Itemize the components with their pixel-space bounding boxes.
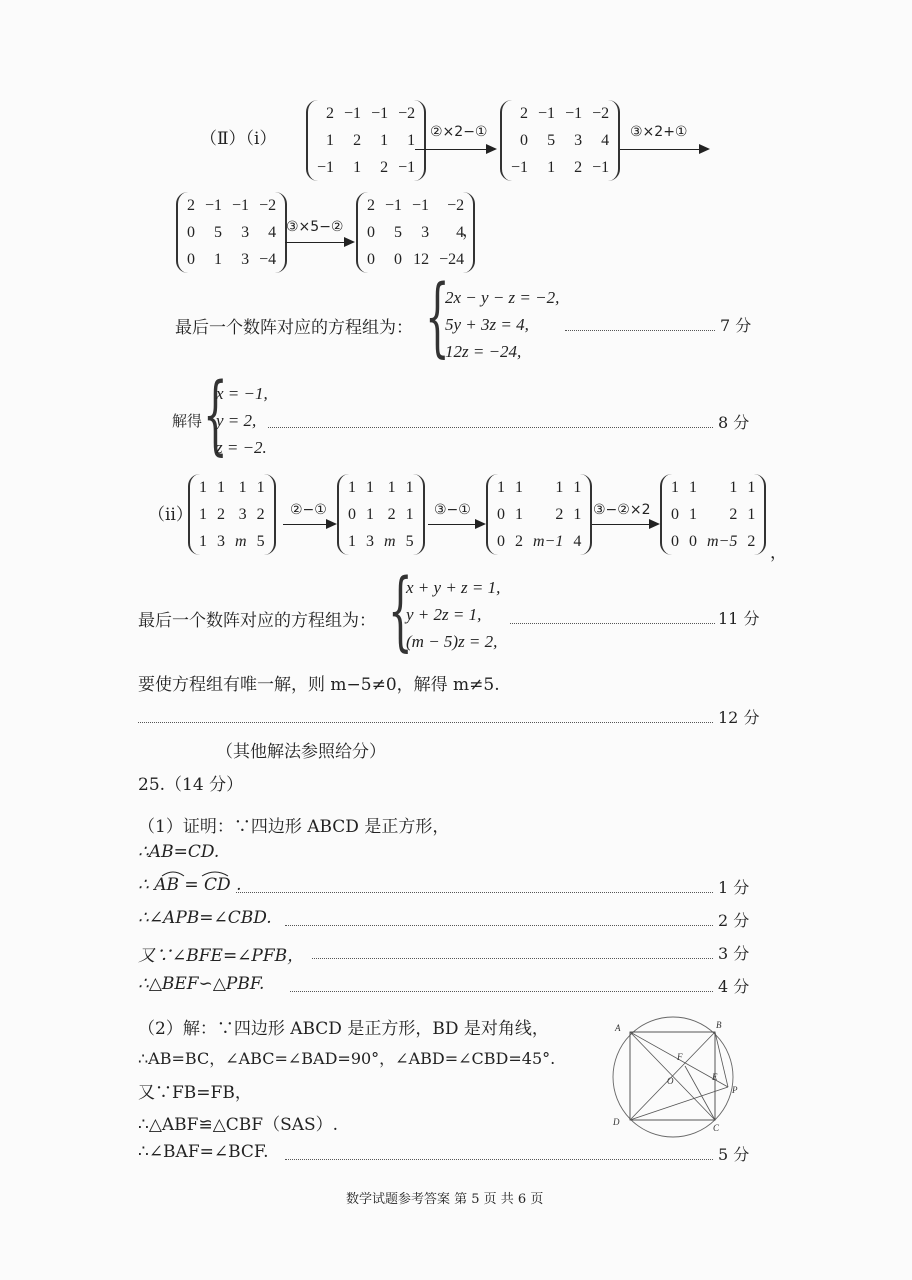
dot-leader bbox=[285, 925, 713, 926]
proof-line-arcs: ∴ AB = CD . bbox=[138, 875, 242, 895]
score: 11 分 bbox=[718, 609, 760, 628]
matrix-cell: 1 bbox=[348, 478, 356, 496]
matrix-cell: 1 bbox=[671, 478, 679, 496]
arrow bbox=[428, 524, 484, 525]
matrix-cell: 5 bbox=[394, 223, 403, 241]
matrix-cell: 1 bbox=[515, 505, 523, 523]
matrix-cell: 0 bbox=[520, 131, 529, 149]
matrix-cell: −1 bbox=[398, 158, 416, 176]
matrix-cell: −4 bbox=[259, 250, 277, 268]
matrix-cell: 1 bbox=[199, 478, 207, 496]
dot-leader bbox=[285, 1159, 713, 1160]
solution-line: 又∵FB=FB， bbox=[138, 1083, 252, 1103]
matrix-cell: 1 bbox=[573, 505, 582, 523]
matrix-cell: 1 bbox=[256, 478, 265, 496]
matrix-cell: 4 bbox=[456, 223, 465, 241]
matrix-ii-2 bbox=[337, 474, 425, 555]
matrix-cell: 3 bbox=[366, 532, 374, 550]
arrow bbox=[415, 149, 495, 150]
matrix-cell: 1 bbox=[353, 158, 362, 176]
score: 8 分 bbox=[718, 413, 750, 432]
arc-marks bbox=[160, 868, 235, 878]
dot-leader bbox=[290, 991, 713, 992]
matrix-cell: −2 bbox=[259, 196, 277, 214]
matrix-cell: −1 bbox=[371, 104, 389, 122]
equation-system-1 bbox=[445, 284, 559, 365]
brace: { bbox=[425, 267, 450, 367]
matrix-cell: 1 bbox=[747, 505, 756, 523]
proof-line: ∴∠APB=∠CBD. bbox=[138, 908, 272, 928]
page-footer: 数学试题参考答案 第 5 页 共 6 页 bbox=[346, 1192, 544, 1207]
matrix-cell: −1 bbox=[344, 104, 362, 122]
matrix-cell: 2 bbox=[256, 505, 265, 523]
proof-line: （1）证明：∵四边形 ABCD 是正方形， bbox=[138, 817, 450, 837]
solution-line: ∴△ABF≌△CBF（SAS）. bbox=[138, 1115, 339, 1135]
label-A: A bbox=[615, 1023, 621, 1033]
matrix-cell: 1 bbox=[747, 478, 756, 496]
equation: 12z = −24, bbox=[445, 342, 522, 361]
matrix-i-4 bbox=[356, 192, 475, 273]
matrix-cell: 1 bbox=[689, 505, 697, 523]
score: 2 分 bbox=[718, 911, 750, 930]
matrix-cell: 3 bbox=[241, 223, 250, 241]
matrix-ii-1 bbox=[188, 474, 276, 555]
arrow bbox=[592, 524, 658, 525]
matrix-cell: 12 bbox=[413, 250, 430, 268]
matrix-i-3 bbox=[176, 192, 287, 273]
question-25-heading: 25.（14 分） bbox=[138, 775, 244, 795]
matrix-cell: 2 bbox=[187, 196, 195, 214]
score: 3 分 bbox=[718, 944, 750, 963]
other-methods-note: （其他解法参照给分） bbox=[216, 742, 386, 762]
matrix-cell: 0 bbox=[671, 505, 679, 523]
matrix-cell: 1 bbox=[547, 158, 556, 176]
matrix-cell: 1 bbox=[366, 478, 374, 496]
score: 4 分 bbox=[718, 977, 750, 996]
matrix-cell: 2 bbox=[367, 196, 375, 214]
arrow-label: ③−① bbox=[434, 502, 471, 518]
matrix-cell: 1 bbox=[405, 478, 414, 496]
brace: { bbox=[203, 365, 228, 465]
matrix-cell: 2 bbox=[217, 505, 225, 523]
matrix-cell: −2 bbox=[592, 104, 610, 122]
dot-leader bbox=[565, 330, 715, 331]
matrix-cell: 5 bbox=[214, 223, 223, 241]
score: 5 分 bbox=[718, 1145, 750, 1164]
matrix-cell: 2 bbox=[515, 532, 523, 550]
comma: ， bbox=[462, 221, 479, 241]
matrix-cell: 4 bbox=[573, 532, 582, 550]
matrix-i-1 bbox=[306, 100, 426, 181]
dot-leader bbox=[236, 892, 713, 893]
matrix-cell: 2 bbox=[729, 505, 738, 523]
unique-line: 要使方程组有唯一解，则 m−5≠0，解得 m≠5. bbox=[138, 675, 500, 695]
matrix-cell: m bbox=[384, 532, 396, 550]
matrix-cell: 4 bbox=[601, 131, 610, 149]
matrix-cell: 2 bbox=[574, 158, 583, 176]
matrix-cell: 3 bbox=[241, 250, 250, 268]
matrix-cell: 2 bbox=[555, 505, 564, 523]
matrix-cell: 5 bbox=[405, 532, 414, 550]
equation: y = 2, bbox=[216, 411, 257, 430]
solution-line: （2）解：∵四边形 ABCD 是正方形，BD 是对角线， bbox=[138, 1019, 549, 1039]
matrix-cell: −1 bbox=[385, 196, 403, 214]
matrix-cell: m−5 bbox=[707, 532, 738, 550]
arrow bbox=[285, 242, 353, 243]
matrix-cell: 0 bbox=[394, 250, 403, 268]
matrix-cell: 0 bbox=[497, 532, 505, 550]
matrix-cell: m−1 bbox=[533, 532, 564, 550]
matrix-cell: 1 bbox=[689, 478, 697, 496]
matrix-cell: 4 bbox=[268, 223, 277, 241]
matrix-cell: 1 bbox=[497, 478, 505, 496]
matrix-cell: 0 bbox=[367, 250, 375, 268]
matrix-cell: 0 bbox=[367, 223, 375, 241]
matrix-cell: 1 bbox=[387, 478, 396, 496]
matrix-cell: 3 bbox=[574, 131, 583, 149]
matrix-cell: −2 bbox=[447, 196, 465, 214]
matrix-cell: −1 bbox=[538, 104, 556, 122]
matrix-cell: 1 bbox=[199, 505, 207, 523]
matrix-cell: 1 bbox=[407, 131, 416, 149]
score: 7 分 bbox=[720, 316, 752, 335]
matrix-cell: 1 bbox=[380, 131, 389, 149]
sys1-label: 最后一个数阵对应的方程组为： bbox=[175, 318, 413, 338]
matrix-cell: 1 bbox=[214, 250, 223, 268]
label-C: C bbox=[713, 1123, 720, 1133]
score: 1 分 bbox=[718, 878, 750, 897]
part-label: （Ⅱ）（ⅰ） bbox=[200, 129, 277, 149]
matrix-cell: −24 bbox=[439, 250, 465, 268]
solution-line: ∴∠BAF=∠BCF. bbox=[138, 1142, 269, 1162]
matrix-cell: 1 bbox=[405, 505, 414, 523]
matrix-cell: 1 bbox=[238, 478, 247, 496]
matrix-cell: 3 bbox=[238, 505, 247, 523]
arrow-label: ②×2−① bbox=[430, 124, 488, 140]
equation: y + 2z = 1, bbox=[406, 605, 482, 624]
proof-line: 又∵∠BFE=∠PFB， bbox=[138, 946, 305, 966]
score: 12 分 bbox=[718, 708, 760, 727]
matrix-cell: −1 bbox=[592, 158, 610, 176]
label-B: B bbox=[716, 1020, 722, 1030]
matrix-cell: −1 bbox=[232, 196, 250, 214]
matrix-cell: 5 bbox=[547, 131, 556, 149]
equation: x = −1, bbox=[216, 384, 268, 403]
matrix-cell: 1 bbox=[217, 478, 225, 496]
sys2-label: 最后一个数阵对应的方程组为： bbox=[138, 611, 376, 631]
matrix-cell: 1 bbox=[348, 532, 356, 550]
matrix-cell: −1 bbox=[317, 158, 335, 176]
matrix-cell: 3 bbox=[421, 223, 430, 241]
dot-leader bbox=[138, 722, 713, 723]
matrix-cell: −2 bbox=[398, 104, 416, 122]
matrix-cell: 1 bbox=[555, 478, 564, 496]
arrow bbox=[620, 149, 708, 150]
matrix-ii-3 bbox=[486, 474, 592, 555]
matrix-cell: 0 bbox=[689, 532, 697, 550]
label-F: F bbox=[677, 1052, 683, 1062]
matrix-i-2 bbox=[500, 100, 620, 181]
comma: ， bbox=[770, 543, 787, 563]
solution-system bbox=[216, 380, 268, 461]
matrix-ii-4 bbox=[660, 474, 766, 555]
arrow-label: ③×2+① bbox=[630, 124, 688, 140]
equation: 2x − y − z = −2, bbox=[445, 288, 560, 307]
arrow bbox=[283, 524, 335, 525]
matrix-cell: 1 bbox=[199, 532, 207, 550]
equation: x + y + z = 1, bbox=[406, 578, 501, 597]
matrix-cell: −1 bbox=[511, 158, 529, 176]
geometry-figure bbox=[605, 1010, 755, 1140]
matrix-cell: 1 bbox=[515, 478, 523, 496]
matrix-cell: 3 bbox=[217, 532, 225, 550]
dot-leader bbox=[268, 427, 713, 428]
matrix-cell: m bbox=[235, 532, 247, 550]
equation: (m − 5)z = 2, bbox=[406, 632, 498, 651]
label-P: P bbox=[732, 1085, 738, 1095]
matrix-cell: 2 bbox=[353, 131, 362, 149]
matrix-cell: 0 bbox=[187, 250, 195, 268]
arrow-label: ③−②×2 bbox=[593, 502, 651, 518]
label-O: O bbox=[667, 1076, 674, 1086]
matrix-cell: 1 bbox=[326, 131, 335, 149]
matrix-cell: 0 bbox=[497, 505, 505, 523]
equation-system-2 bbox=[406, 574, 500, 655]
label-D: D bbox=[613, 1117, 620, 1127]
equation: z = −2. bbox=[216, 438, 267, 457]
matrix-cell: 2 bbox=[520, 104, 529, 122]
solve-label: 解得 bbox=[172, 412, 203, 430]
label-E: E bbox=[712, 1072, 718, 1082]
matrix-cell: 1 bbox=[729, 478, 738, 496]
dot-leader bbox=[510, 623, 715, 624]
dot-leader bbox=[312, 958, 713, 959]
equation: 5y + 3z = 4, bbox=[445, 315, 529, 334]
matrix-cell: 2 bbox=[387, 505, 396, 523]
matrix-cell: 0 bbox=[671, 532, 679, 550]
matrix-cell: 1 bbox=[366, 505, 374, 523]
proof-line: ∴AB=CD. bbox=[138, 842, 220, 862]
matrix-cell: 2 bbox=[747, 532, 756, 550]
matrix-cell: −1 bbox=[205, 196, 223, 214]
matrix-cell: 2 bbox=[326, 104, 335, 122]
arrow-label: ③×5−② bbox=[286, 219, 344, 235]
matrix-cell: −1 bbox=[565, 104, 583, 122]
matrix-cell: 1 bbox=[573, 478, 582, 496]
proof-line: ∴△BEF∽△PBF. bbox=[138, 974, 265, 994]
matrix-cell: −1 bbox=[412, 196, 430, 214]
brace: { bbox=[388, 561, 413, 661]
arrow-label: ②−① bbox=[290, 502, 327, 518]
matrix-cell: 2 bbox=[380, 158, 389, 176]
solution-line: ∴AB=BC，∠ABC=∠BAD=90°，∠ABD=∠CBD=45°. bbox=[138, 1049, 556, 1068]
matrix-cell: 0 bbox=[187, 223, 195, 241]
matrix-cell: 0 bbox=[348, 505, 356, 523]
part-ii-label: （ⅱ） bbox=[148, 505, 193, 525]
matrix-cell: 5 bbox=[256, 532, 265, 550]
